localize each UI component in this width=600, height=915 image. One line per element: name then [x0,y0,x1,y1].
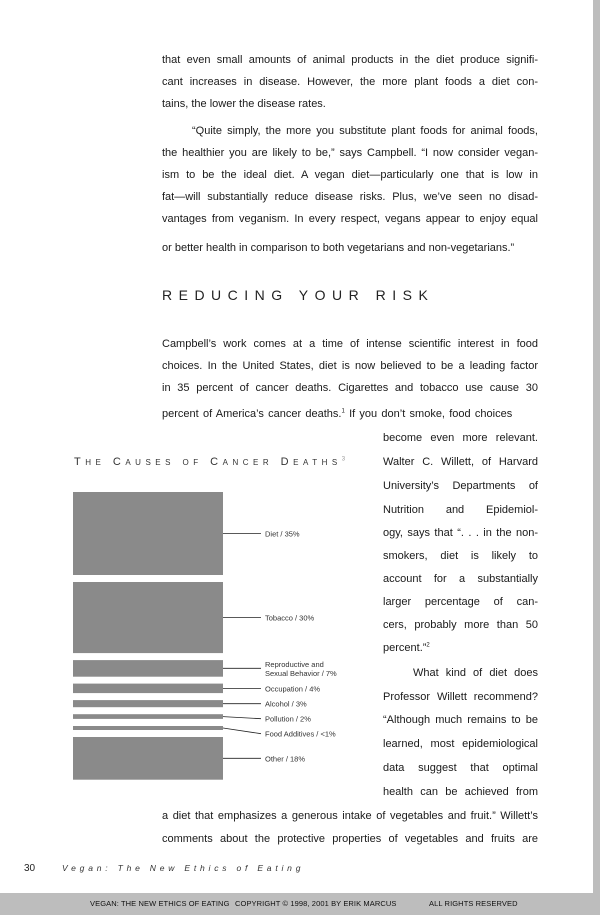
body-line: health can be achieved from [383,786,538,798]
body-line: choices. In the United States, diet is now believed to be a leading factor [162,360,538,372]
bar-segment-alcohol [73,700,223,707]
chart-title-text: The Causes of Cancer Deaths [74,456,342,468]
body-line: Nutrition and Epidemiol- [383,504,538,516]
bar-segment-diet [73,492,223,575]
body-line: smokers, diet is likely to [383,550,538,562]
body-line: account for a substantially [383,573,538,585]
body-line: or better health in comparison to both vegetarians and non-vegetarians.” [162,242,515,254]
body-line: “Although much remains to be [383,714,538,726]
footnote-ref: 1 [341,408,345,415]
body-line: University’s Departments of [383,480,538,492]
data-label: Sexual Behavior / 7% [265,668,337,678]
body-line: Walter C. Willett, of Harvard [383,456,538,468]
book-title: VEGAN: THE NEW ETHICS OF EATING [90,899,230,908]
body-line: in 35 percent of cancer deaths. Cigarettes and tobacco use cause 30 [162,382,538,394]
body-text: percent.” [383,642,427,654]
body-line: learned, most epidemiological [383,738,538,750]
body-line: ogy, says that “. . . in the non- [383,527,538,539]
body-line: larger percentage of can- [383,596,538,608]
bar-segment-other [73,737,223,780]
running-title: Vegan: The New Ethics of Eating [62,863,305,873]
body-line: Campbell’s work comes at a time of intense scientific interest in food [162,338,538,350]
data-label: Alcohol / 3% [265,699,307,709]
section-heading: REDUCING YOUR RISK [162,287,435,303]
chart-title [74,456,350,468]
body-line: data suggest that optimal [383,762,538,774]
body-line: the healthier you are likely to be,” says Campbell. “I now consider vegan- [162,147,538,159]
rights-notice: ALL RIGHTS RESERVED [429,899,518,908]
bar-segment-pollution [73,714,223,719]
body-line: vantages from veganism. In every respect, vegans appear to enjoy equal [162,213,538,225]
page-edge-right [593,0,600,915]
leader-line [223,728,261,734]
data-label: Other / 18% [265,754,306,764]
body-line: become even more relevant. [383,432,538,444]
body-line: that even small amounts of animal products in the diet produce signifi- [162,54,538,66]
body-line: ism to be the ideal diet. A vegan diet—particularly one that is low in [162,169,538,181]
body-line: What kind of diet does [413,667,538,679]
bar-segment-occupation [73,684,223,694]
body-line: comments about the protective properties of vegetables and fruits are [162,833,538,845]
copyright-bar-text [0,895,600,911]
body-line: tains, the lower the disease rates. [162,98,326,110]
footnote-ref: 3 [341,456,350,463]
data-label: Occupation / 4% [265,684,321,694]
page-number: 30 [24,863,36,874]
body-line: cant increases in disease. However, the more plant foods a diet con- [162,76,538,88]
body-line: “Quite simply, the more you substitute plant foods for animal foods, [192,125,538,137]
data-label: Diet / 35% [265,529,300,539]
body-text: percent of America’s cancer deaths. [162,408,342,420]
footnote-ref: 2 [426,642,430,649]
body-line: fat—will substantially reduce disease risks. Plus, we’ve seen no disad- [162,191,538,203]
leader-line [223,717,261,719]
body-line: cers, probably more than 50 [383,619,538,631]
body-line: a diet that emphasizes a generous intake of vegetables and fruit.” Willett’s [162,810,538,822]
cancer-causes-chart [60,480,370,785]
copyright-notice: COPYRIGHT © 1998, 2001 BY ERIK MARCUS [235,899,397,908]
data-label: Reproductive and [265,659,324,669]
bar-segment-food-additives [73,726,223,730]
body-line [383,637,538,659]
body-line [162,403,538,425]
bar-segment-reproductive-and-sexual-behavior [73,660,223,677]
bar-segment-tobacco [73,582,223,653]
body-line: Professor Willett recommend? [383,691,538,703]
data-label: Tobacco / 30% [265,613,315,623]
body-text: If you don’t smoke, food choices [344,408,513,420]
data-label: Food Additives / <1% [265,729,336,739]
data-label: Pollution / 2% [265,714,311,724]
